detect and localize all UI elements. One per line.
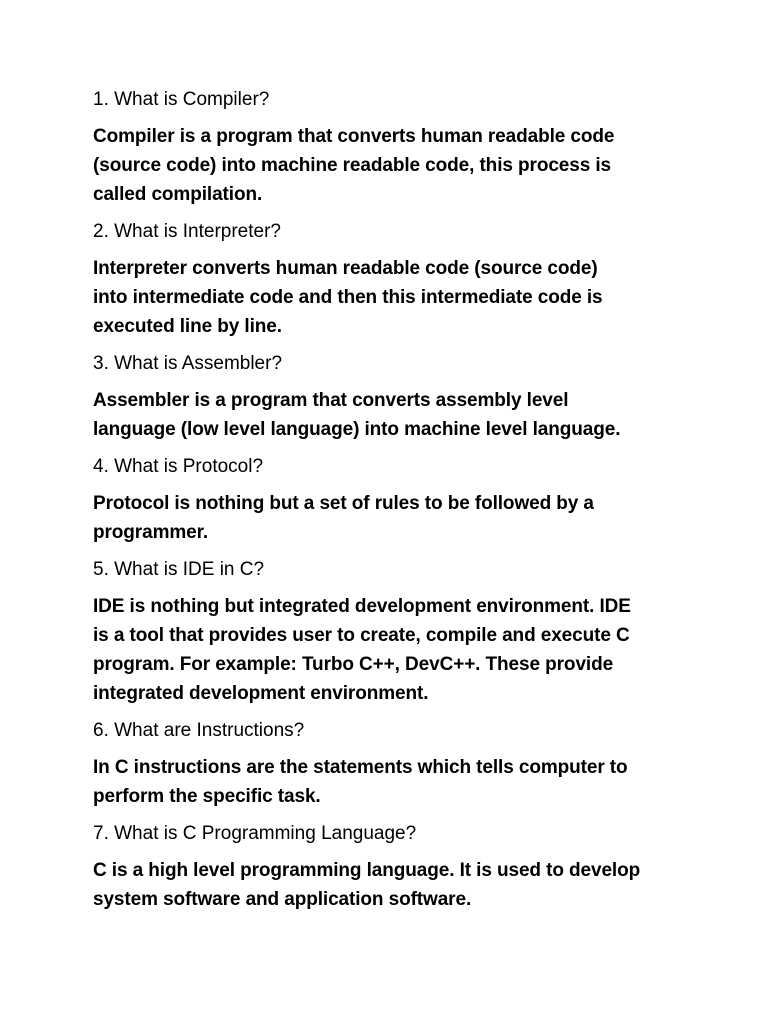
qa-item-instructions [93,716,693,811]
answer-text [93,489,693,547]
answer-line: integrated development environment. [93,683,429,704]
answer-text [93,386,693,444]
question-heading: 7. What is C Programming Language? [93,823,417,844]
answer-line: In C instructions are the statements which tells computer to [93,757,628,778]
question-heading: 6. What are Instructions? [93,720,305,741]
question-heading: 4. What is Protocol? [93,456,264,477]
answer-line: Assembler is a program that converts assembly level [93,390,569,411]
answer-line: (source code) into machine readable code, this process is [93,155,612,176]
question-heading: 2. What is Interpreter? [93,221,281,242]
answer-line: C is a high level programming language. It is used to develop [93,860,641,881]
answer-line: into intermediate code and then this intermediate code is [93,287,603,308]
answer-line: called compilation. [93,184,263,205]
answer-text [93,592,693,708]
answer-line: IDE is nothing but integrated development environment. IDE [93,596,631,617]
answer-line: perform the specific task. [93,786,321,807]
question-heading: 3. What is Assembler? [93,353,283,374]
qa-item-ide [93,555,693,708]
answer-line: Interpreter converts human readable code (source code) [93,258,598,279]
qa-list [93,85,693,922]
qa-item-interpreter [93,217,693,341]
answer-text [93,856,693,914]
answer-line: Compiler is a program that converts human readable code [93,126,615,147]
answer-line: programmer. [93,522,209,543]
answer-line: is a tool that provides user to create, compile and execute C [93,625,630,646]
qa-item-protocol [93,452,693,547]
answer-line: language (low level language) into machine level language. [93,419,621,440]
qa-item-compiler [93,85,693,209]
answer-line: program. For example: Turbo C++, DevC++. These provide [93,654,614,675]
question-heading: 5. What is IDE in C? [93,559,265,580]
answer-text [93,122,693,209]
question-heading: 1. What is Compiler? [93,89,270,110]
answer-text [93,254,693,341]
answer-text [93,753,693,811]
answer-line: executed line by line. [93,316,282,337]
answer-line: Protocol is nothing but a set of rules to be followed by a [93,493,594,514]
qa-item-assembler [93,349,693,444]
answer-line: system software and application software. [93,889,472,910]
qa-item-c-language [93,819,693,914]
